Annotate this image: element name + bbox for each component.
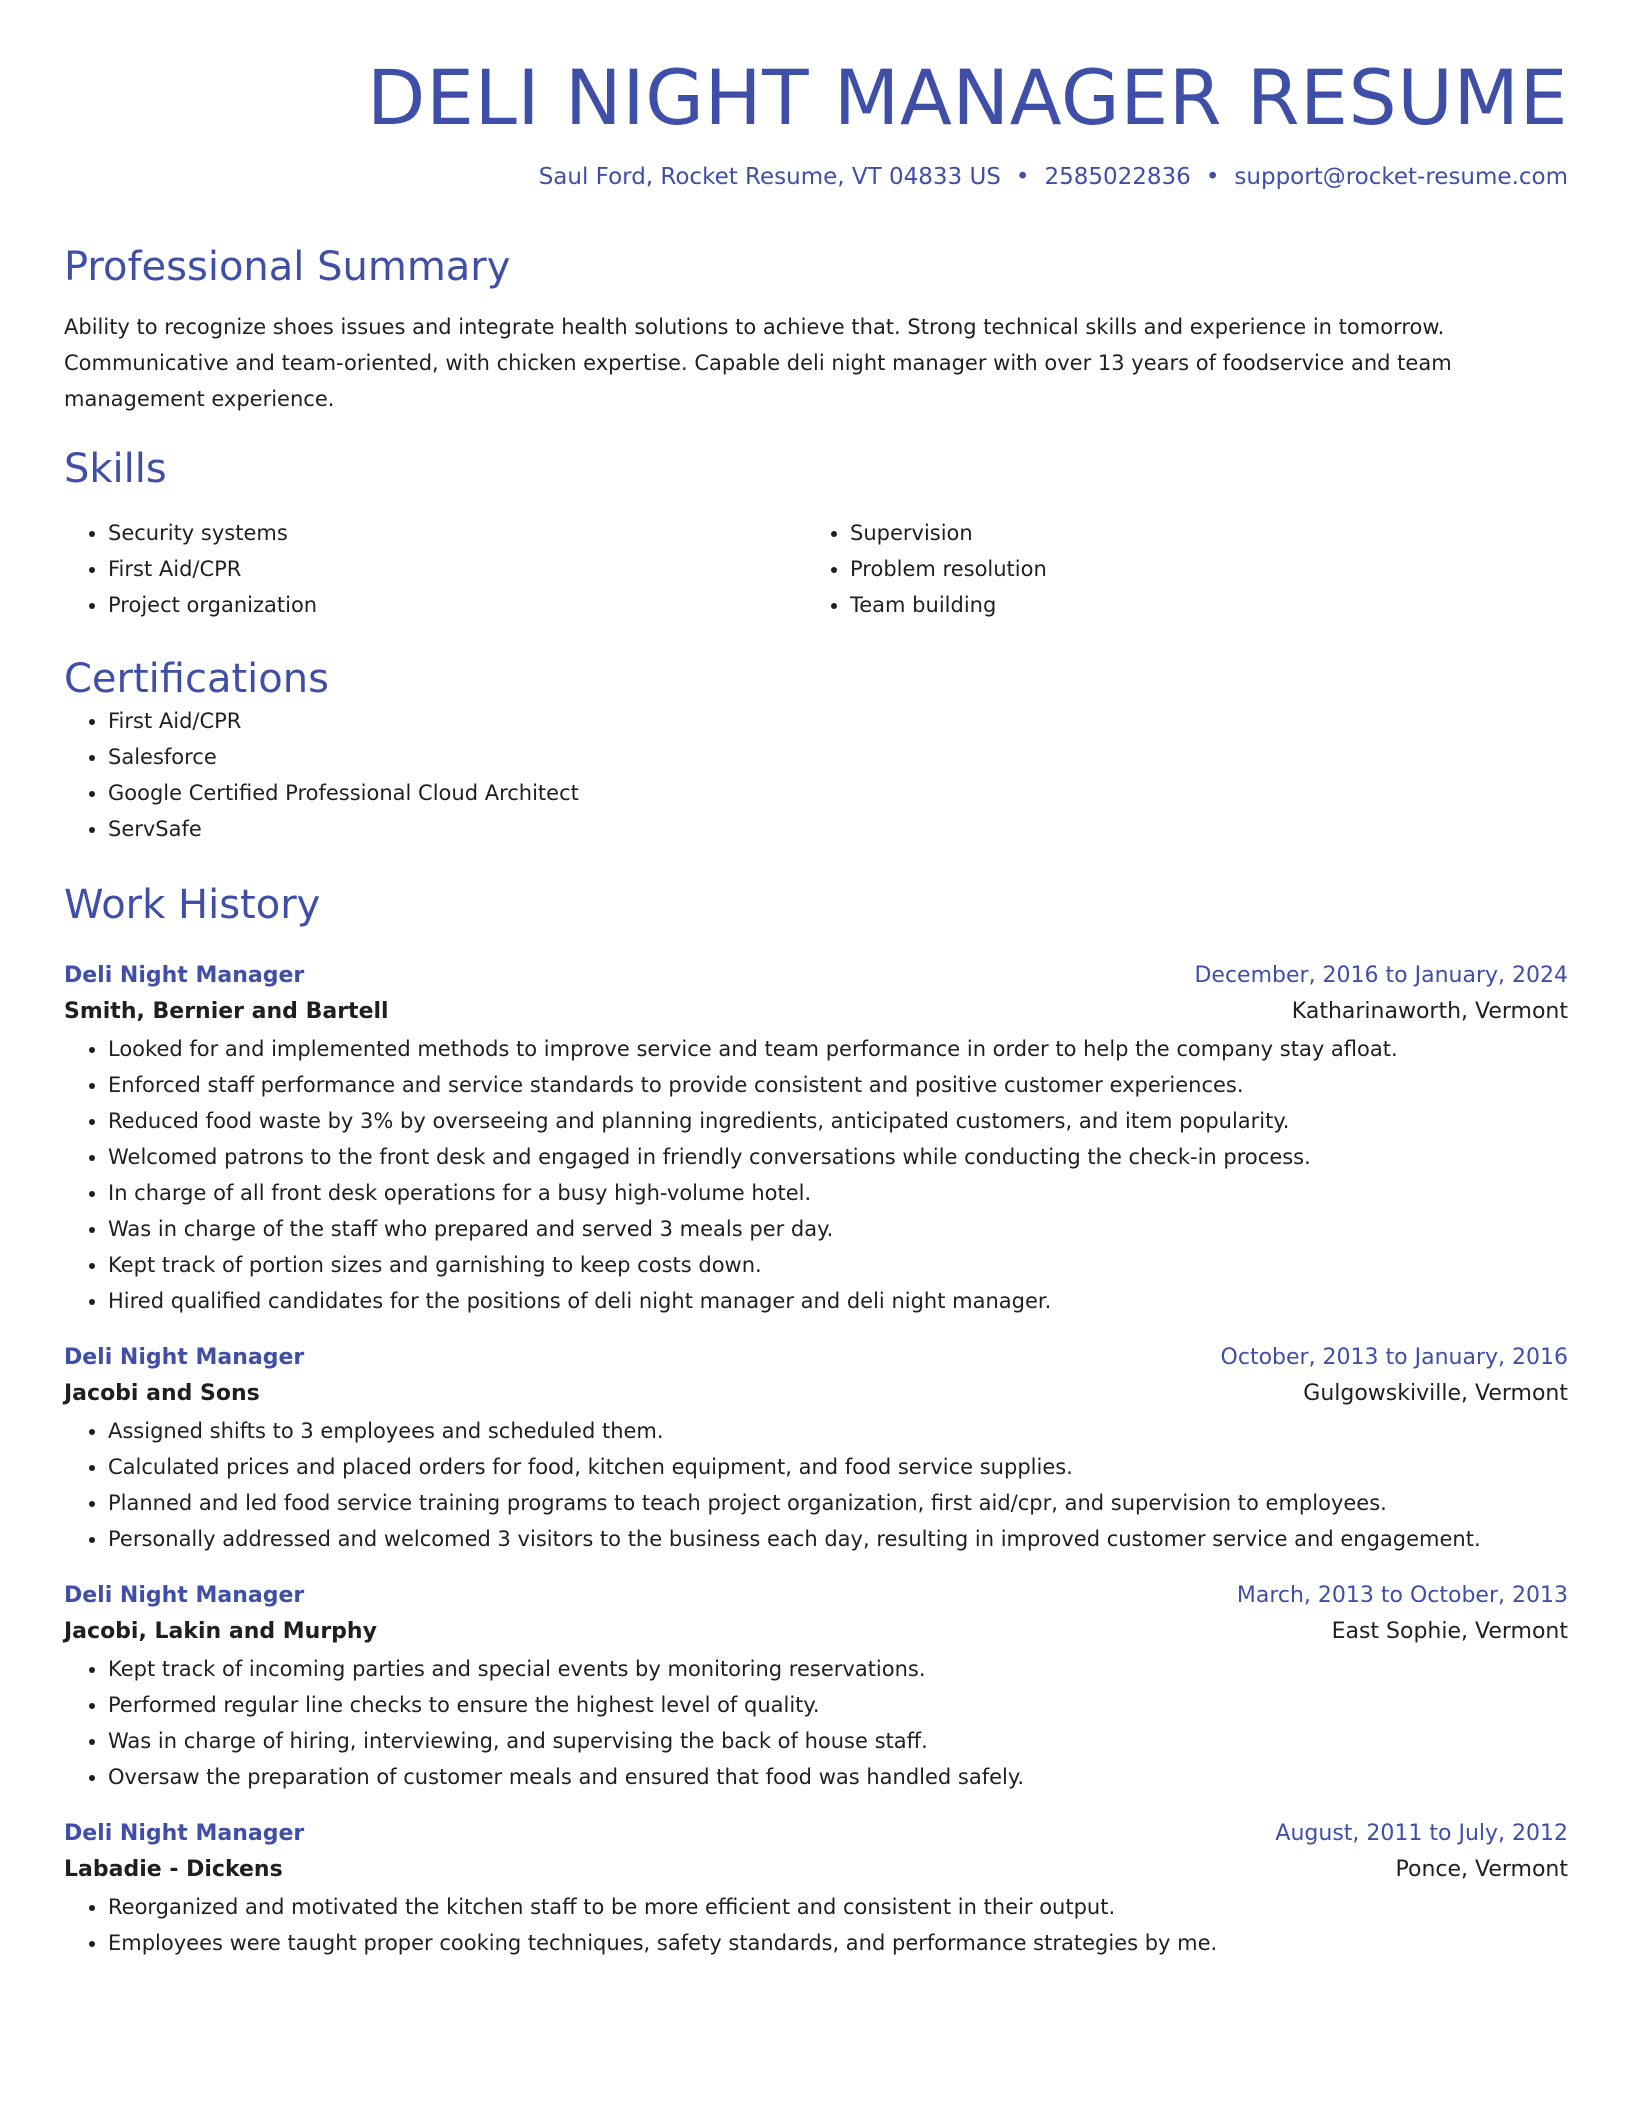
job-bullet: • Reorganized and motivated the kitchen staff to be more efficient and consistent in their output. [108,1889,1568,1925]
summary-heading: Professional Summary [64,243,511,290]
job-entry [64,1579,1568,1795]
job-location: Ponce, Vermont [1395,1856,1568,1882]
job-role: Deli Night Manager [64,1820,305,1846]
job-company-row [64,1375,1568,1413]
certification-item: • Google Certified Professional Cloud Architect [108,775,1568,811]
resume-title: DELI NIGHT MANAGER RESUME [366,53,1568,142]
certification-item: • Salesforce [108,739,1568,775]
skills-heading: Skills [64,445,167,492]
job-header-row [64,1817,1568,1851]
skills-grid [64,515,1568,623]
job-entry [64,959,1568,1319]
job-bullet: • Kept track of portion sizes and garnishing to keep costs down. [108,1247,1568,1283]
job-company: Jacobi and Sons [64,1380,260,1406]
job-dates: October, 2013 to January, 2016 [1220,1344,1568,1370]
contact-separator: • [1015,164,1030,190]
job-bullet: • Kept track of incoming parties and special events by monitoring reservations. [108,1651,1568,1687]
job-bullet: • In charge of all front desk operations for a busy high-volume hotel. [108,1175,1568,1211]
job-role: Deli Night Manager [64,1344,305,1370]
job-bullet: • Assigned shifts to 3 employees and scheduled them. [108,1413,1568,1449]
job-header-row [64,1579,1568,1613]
job-bullet: • Planned and led food service training programs to teach project organization, first aid/cpr, and supervision to employees. [108,1485,1568,1521]
job-location: Katharinaworth, Vermont [1291,998,1568,1024]
job-bullet: • Enforced staff performance and service standards to provide consistent and positive customer experiences. [108,1067,1568,1103]
job-entry [64,1817,1568,1961]
job-header-row [64,1341,1568,1375]
skills-list-left [64,515,806,623]
job-header-row [64,959,1568,993]
summary-text: Ability to recognize shoes issues and integrate health solutions to achieve that. Strong technical skills and experience in tomorrow. Communicative and team-oriented, with chicken expertise. Capable deli night manager with over 13 years of foodservice and team management experience. [64,314,1452,411]
job-bullet: • Looked for and implemented methods to improve service and team performance in order to help the company stay afloat. [108,1031,1568,1067]
job-bullet: • Oversaw the preparation of customer meals and ensured that food was handled safely. [108,1759,1568,1795]
job-bullets [64,1413,1568,1557]
job-company-row [64,1613,1568,1651]
certifications-list [64,703,1568,847]
contact-address: Saul Ford, Rocket Resume, VT 04833 US [538,164,1001,190]
certification-item: • First Aid/CPR [108,703,1568,739]
skill-item: • Security systems [108,515,806,551]
job-location: Gulgowskiville, Vermont [1303,1380,1568,1406]
job-bullet: • Was in charge of the staff who prepared and served 3 meals per day. [108,1211,1568,1247]
job-company: Smith, Bernier and Bartell [64,998,389,1024]
job-company-row [64,993,1568,1031]
job-location: East Sophie, Vermont [1331,1618,1568,1644]
skill-item: • First Aid/CPR [108,551,806,587]
job-dates: March, 2013 to October, 2013 [1236,1582,1568,1608]
job-entry [64,1341,1568,1557]
contact-phone: 2585022836 [1044,164,1191,190]
contact-email[interactable]: support@rocket-resume.com [1234,164,1568,190]
work-history-heading: Work History [64,881,321,928]
job-dates: December, 2016 to January, 2024 [1194,962,1568,988]
contact-separator: • [1205,164,1220,190]
contact-line [64,163,1568,193]
job-bullet: • Employees were taught proper cooking techniques, safety standards, and performance strategies by me. [108,1925,1568,1961]
skill-item: • Problem resolution [850,551,1568,587]
job-bullet: • Reduced food waste by 3% by overseeing and planning ingredients, anticipated customers, and item popularity. [108,1103,1568,1139]
job-bullets [64,1889,1568,1961]
job-company-row [64,1851,1568,1889]
job-role: Deli Night Manager [64,1582,305,1608]
certification-item: • ServSafe [108,811,1568,847]
skill-item: • Supervision [850,515,1568,551]
job-company: Labadie - Dickens [64,1856,283,1882]
job-role: Deli Night Manager [64,962,305,988]
skill-item: • Project organization [108,587,806,623]
certifications-heading: Certifications [64,655,329,702]
job-company: Jacobi, Lakin and Murphy [64,1618,377,1644]
job-bullet: • Welcomed patrons to the front desk and engaged in friendly conversations while conducting the check-in process. [108,1139,1568,1175]
job-bullet: • Hired qualified candidates for the positions of deli night manager and deli night manager. [108,1283,1568,1319]
job-bullet: • Calculated prices and placed orders for food, kitchen equipment, and food service supplies. [108,1449,1568,1485]
skill-item: • Team building [850,587,1568,623]
job-bullet: • Personally addressed and welcomed 3 visitors to the business each day, resulting in improved customer service and engagement. [108,1521,1568,1557]
job-bullet: • Was in charge of hiring, interviewing, and supervising the back of house staff. [108,1723,1568,1759]
job-bullets [64,1651,1568,1795]
job-bullets [64,1031,1568,1319]
skills-list-right [806,515,1568,623]
job-bullet: • Performed regular line checks to ensure the highest level of quality. [108,1687,1568,1723]
job-dates: August, 2011 to July, 2012 [1275,1820,1568,1846]
